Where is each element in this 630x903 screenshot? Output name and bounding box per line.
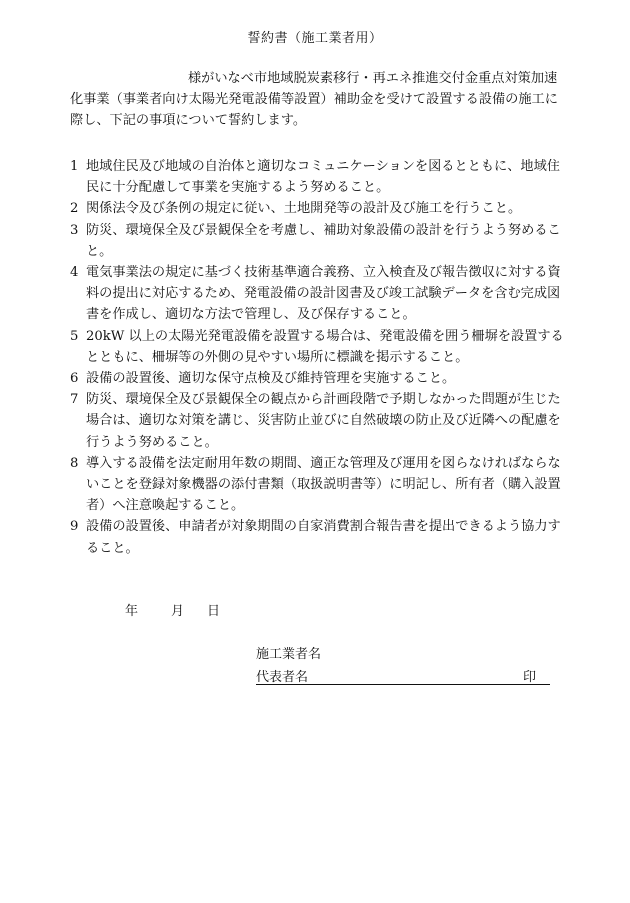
seal-label: 印: [522, 670, 536, 685]
pledge-item: [70, 368, 570, 389]
pledge-item: [70, 516, 570, 558]
date-day-label: 日: [207, 604, 221, 619]
item-text: 導入する設備を法定耐用年数の期間、適正な管理及び運用を図らなければならないことを登録対象機器の添付書類（取扱説明書等）に明記し、所有者（購入設置者）へ注意喚起すること。: [86, 455, 561, 514]
item-text: 防災、環境保全及び景観保全を考慮し、補助対象設備の設計を行うよう努めること。: [86, 222, 561, 259]
item-text: 防災、環境保全及び景観保全の観点から計画段階で予期しなかった問題が生じた場合は、適切な対策を講じ、災害防止並びに自然破壊の防止及び近隣への配慮を行うよう努めること。: [86, 392, 561, 450]
item-text: 関係法令及び条例の規定に従い、土地開発等の設計及び施工を行うこと。: [86, 201, 522, 217]
pledge-item: [70, 220, 570, 262]
company-name-label: 施工業者名: [256, 647, 322, 662]
item-number: 3: [70, 222, 79, 238]
pledge-item: [70, 262, 570, 326]
item-number: 4: [70, 265, 79, 281]
date-line: [125, 600, 220, 619]
item-number: 6: [70, 371, 79, 387]
item-number: 9: [70, 519, 79, 535]
item-number: 2: [70, 201, 79, 217]
pledge-items-list: [70, 156, 570, 559]
item-number: 1: [70, 159, 79, 174]
intro-paragraph: 様がいなべ市地域脱炭素移行・再エネ推進交付金重点対策加速化事業（事業者向け太陽光発電設備等設置）補助金を受けて設置する設備の施工に際し、下記の事項について誓約します。: [70, 71, 558, 128]
representative-name-label: 代表者名: [256, 670, 309, 685]
pledge-item: [70, 156, 570, 198]
item-number: 7: [70, 392, 79, 408]
representative-signature-line: [256, 666, 550, 685]
date-month-label: 月: [171, 604, 185, 619]
item-text: 地域住民及び地域の自治体と適切なコミュニケーションを図るとともに、地域住民に十分配慮して事業を実施するよう努めること。: [86, 159, 560, 196]
item-text: 設備の設置後、申請者が対象期間の自家消費割合報告書を提出できるよう協力すること。: [86, 519, 561, 556]
pledge-item: [70, 453, 570, 517]
item-text: 電気事業法の規定に基づく技術基準適合義務、立入検査及び報告徴収に対する資料の提出に対応するため、発電設備の設計図書及び竣工試験データを含む完成図書を作成し、適切な方法で管理し、及び保存すること。: [86, 265, 561, 323]
item-text: 20kW 以上の太陽光発電設備を設置する場合は、発電設備を囲う柵塀を設置するとともに、柵塀等の外側の見やすい場所に標識を掲示すること。: [86, 328, 564, 365]
date-year-label: 年: [125, 604, 139, 619]
pledge-item: [70, 198, 570, 219]
item-number: 5: [70, 328, 79, 344]
pledge-item: [70, 389, 570, 453]
document-title: 誓約書（施工業者用）: [247, 31, 383, 46]
item-number: 8: [70, 455, 79, 471]
item-text: 設備の設置後、適切な保守点検及び維持管理を実施すること。: [86, 371, 456, 387]
pledge-item: [70, 326, 570, 368]
